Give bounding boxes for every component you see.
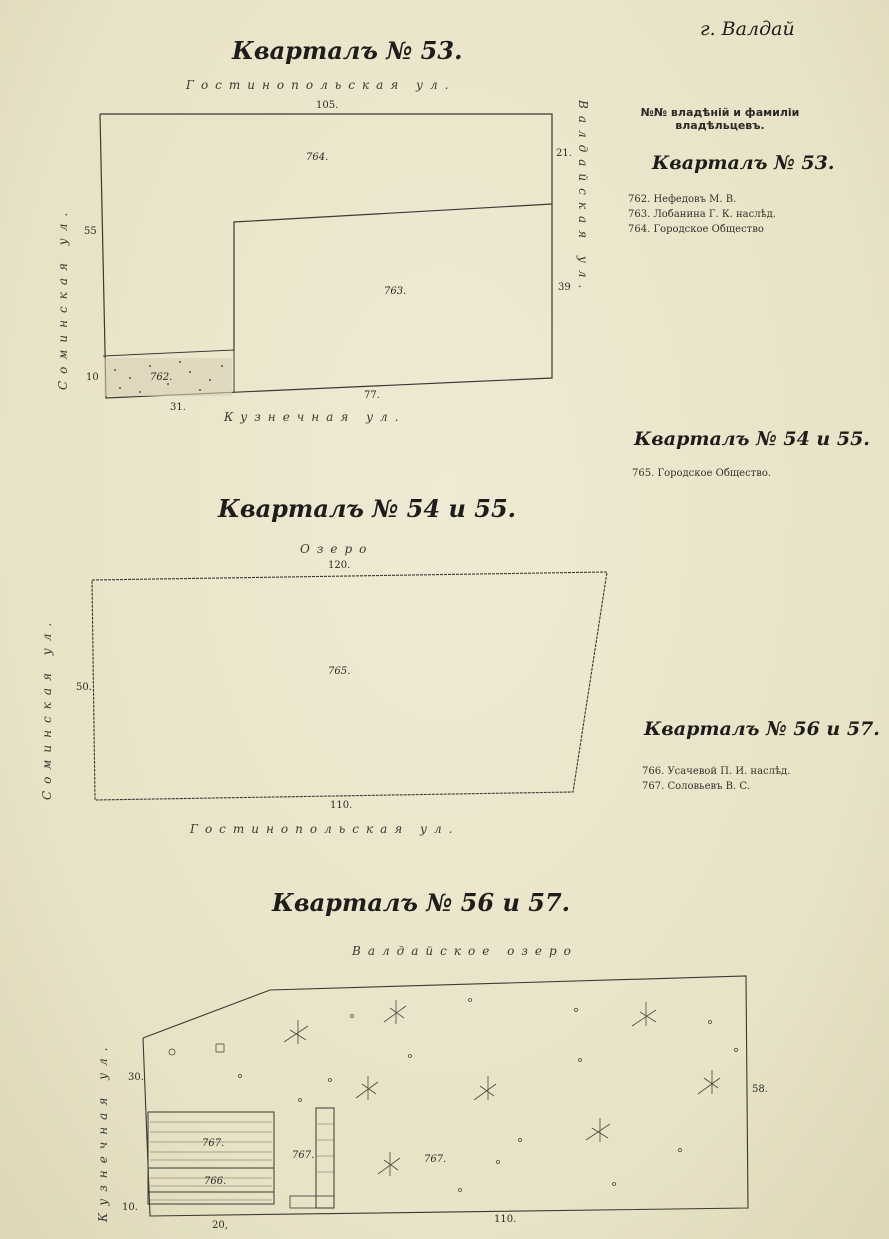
map-54-street-top: Озеро — [300, 542, 374, 556]
map-53-lot-763: 763. — [384, 286, 407, 297]
map-53-dim-right: 21. — [556, 148, 572, 159]
map-56-dim-bottom-right: 110. — [494, 1214, 517, 1225]
legend-54-item-765: 765. Городское Общество. — [632, 468, 772, 479]
map-53-street-left: Соминская ул. — [56, 205, 70, 390]
legend-56-item-766: 766. Усачевой П. И. наслѣд. — [642, 766, 791, 777]
map-56-lot-766: 766. — [204, 1176, 227, 1187]
map-56-lot-767-a: 767. — [202, 1138, 225, 1149]
map-53-street-top: Гостинопольская ул. — [186, 78, 456, 92]
map-56-dim-bottom-mid: 20, — [212, 1220, 228, 1231]
legend-53-item-762: 762. Нефедовъ М. В. — [628, 194, 737, 205]
map-56-dim-left: 30. — [128, 1072, 144, 1083]
map-54-title: Кварталъ № 54 и 55. — [218, 494, 516, 523]
map-54-dim-top: 120. — [328, 560, 351, 571]
map-53-title: Кварталъ № 53. — [232, 36, 463, 65]
map-53-dim-bottom-left: 31. — [170, 402, 186, 413]
map-53-lot-762: 762. — [150, 372, 173, 383]
map-53-dim-left: 55 — [84, 226, 97, 237]
map-56-dim-right: 58. — [752, 1084, 768, 1095]
legend-56-item-767: 767. Соловьевъ В. С. — [642, 781, 751, 792]
map-54-dim-bottom: 110. — [330, 800, 353, 811]
map-53-dim-top: 105. — [316, 100, 339, 111]
map-53-lot-764: 764. — [306, 152, 329, 163]
map-54-lot-765: 765. — [328, 666, 351, 677]
location-header: г. Валдай — [700, 18, 795, 40]
map-54-street-left: Соминская ул. — [40, 615, 54, 800]
legend-53-item-763: 763. Лобанина Г. К. наслѣд. — [628, 209, 776, 220]
map-53-street-right: Валдайская ул. — [576, 100, 590, 296]
map-54-dim-left: 50. — [76, 682, 92, 693]
map-56-lot-767-c: 767. — [424, 1154, 447, 1165]
map-53-dim-left2: 10 — [86, 372, 99, 383]
map-53-dim-bottom-right: 77. — [364, 390, 380, 401]
map-56-street-top: Валдайское озеро — [352, 944, 578, 958]
legend-53-title: Кварталъ № 53. — [652, 152, 835, 174]
legend-heading: №№ владѣній и фамиліи владѣльцевъ. — [640, 106, 800, 132]
legend-53-item-764: 764. Городское Общество — [628, 224, 764, 235]
map-53-street-bottom: Кузнечная ул. — [224, 410, 406, 424]
legend-56-title: Кварталъ № 56 и 57. — [644, 718, 880, 740]
map-56-title: Кварталъ № 56 и 57. — [272, 888, 570, 917]
map-54-street-bottom: Гостинопольская ул. — [190, 822, 460, 836]
legend-54-title: Кварталъ № 54 и 55. — [634, 428, 870, 450]
map-53-dim-right2: 39 — [558, 282, 571, 293]
map-56-dim-bottom-left: 10. — [122, 1202, 138, 1213]
map-56-street-left: Кузнечная ул. — [96, 1040, 110, 1222]
map-56-lot-767-b: 767. — [292, 1150, 315, 1161]
